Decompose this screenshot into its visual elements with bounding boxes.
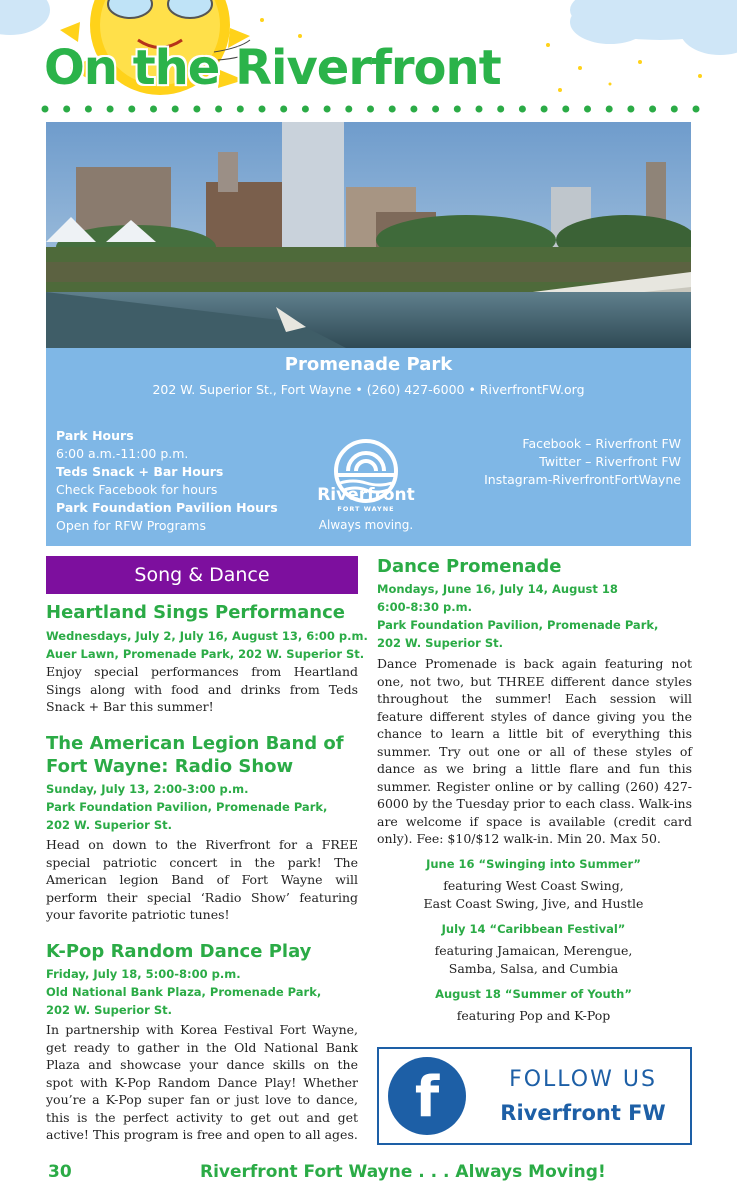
event-meta: Park Foundation Pavilion, Promenade Park, — [377, 618, 659, 632]
promenade-park-photo — [46, 122, 691, 348]
snack-bar-hours-value: Check Facebook for hours — [56, 482, 218, 497]
twitter-handle: Twitter – Riverfront FW — [539, 454, 681, 469]
divider-dot — [584, 106, 591, 113]
park-address: 202 W. Superior St., Fort Wayne • (260) 427-6000 • RiverfrontFW.org — [152, 382, 585, 397]
event-meta: Auer Lawn, Promenade Park, 202 W. Superior St. — [46, 647, 365, 661]
divider-dot — [324, 106, 331, 113]
page-number: 30 — [48, 1162, 72, 1182]
pavilion-hours-label: Park Foundation Pavilion Hours — [56, 500, 278, 515]
event-description: Dance Promenade is back again featuring not one, not two, but THREE different dance styles throughout the summer! Each session will feature different styles of dance giving you the chance to learn a little bit of everything this summer. Try out one or all of these styles of dance as we bring a little flare and fun this summer. Register online or by calling (260) 427-6000 by the Tuesday prior to each class. Walk-ins are welcome if space is available (credit card only). Fee: $10/$12 walk-in. Min 20. Max 50. — [377, 656, 692, 846]
divider-dot — [345, 106, 352, 113]
event-title: The American Legion Band of Fort Wayne: Radio Show — [46, 733, 344, 777]
dotted-divider — [40, 104, 700, 114]
snack-bar-hours-label: Teds Snack + Bar Hours — [56, 464, 224, 479]
event-meta: 202 W. Superior St. — [377, 636, 503, 650]
divider-dot — [85, 106, 92, 113]
event-meta: Wednesdays, July 2, July 16, August 13, 6:00 p.m. — [46, 629, 368, 643]
divider-dot — [497, 106, 504, 113]
riverfront-logo-icon — [308, 414, 424, 534]
divider-dot — [693, 106, 700, 113]
promenade-park-box — [46, 122, 691, 546]
facebook-f-glyph: f — [414, 1065, 440, 1130]
event-meta: Old National Bank Plaza, Promenade Park, — [46, 985, 322, 999]
event-meta: Friday, July 18, 5:00-8:00 p.m. — [46, 967, 241, 981]
session-line: Samba, Salsa, and Cumbia — [448, 961, 619, 976]
divider-dot — [63, 106, 70, 113]
event-meta: 202 W. Superior St. — [46, 818, 172, 832]
park-hours-label: Park Hours — [56, 428, 134, 443]
event-title: K-Pop Random Dance Play — [46, 941, 312, 962]
event-title: Heartland Sings Performance — [46, 602, 345, 623]
divider-dot — [172, 106, 179, 113]
divider-dot — [215, 106, 222, 113]
follow-us-box[interactable] — [377, 1047, 692, 1145]
session-line: East Coast Swing, Jive, and Hustle — [423, 896, 644, 911]
park-hours-value: 6:00 a.m.-11:00 p.m. — [56, 446, 189, 461]
divider-dot — [42, 106, 49, 113]
event-description: In partnership with Korea Festival Fort Wayne, get ready to gather in the Old National Bank Plaza and showcase your dance skills on the spot with K-Pop Random Dance Play! Whether you’re a K-Pop super fan or just love to dance, this is the perfect activity to get out and get active! This program is free and open to all ages. — [46, 1022, 358, 1142]
instagram-handle: Instagram-RiverfrontFortWayne — [484, 472, 681, 487]
riverfront-logo-sub: FORT WAYNE — [337, 505, 395, 513]
divider-dot — [627, 106, 634, 113]
divider-dot — [389, 106, 396, 113]
divider-dot — [259, 106, 266, 113]
divider-dot — [107, 106, 114, 113]
session-line: featuring Jamaican, Merengue, — [434, 943, 633, 958]
session-line: featuring Pop and K-Pop — [456, 1008, 611, 1023]
divider-dot — [519, 106, 526, 113]
page-title: On the Riverfront — [44, 40, 501, 96]
event-meta: Mondays, June 16, July 14, August 18 — [377, 582, 618, 596]
divider-dot — [606, 106, 613, 113]
section-banner: Song & Dance — [46, 556, 358, 594]
riverfront-logo-name: Riverfront — [317, 485, 415, 505]
follow-us-label: FOLLOW US — [509, 1067, 657, 1092]
session-heading: July 14 “Caribbean Festival” — [441, 922, 626, 936]
divider-dot — [410, 106, 417, 113]
divider-dot — [649, 106, 656, 113]
session-heading: June 16 “Swinging into Summer” — [426, 857, 641, 871]
divider-dot — [541, 106, 548, 113]
divider-dot — [367, 106, 374, 113]
event-description: Head on down to the Riverfront for a FREE special patriotic concert in the park! The American legion Band of Fort Wayne will perform their special ‘Radio Show’ featuring your favorite patriotic tunes! — [46, 837, 358, 922]
session-line: featuring West Coast Swing, — [443, 878, 624, 893]
event-meta: Sunday, July 13, 2:00-3:00 p.m. — [46, 782, 249, 796]
event-meta: 202 W. Superior St. — [46, 1003, 172, 1017]
park-name: Promenade Park — [284, 354, 453, 375]
divider-dot — [150, 106, 157, 113]
pavilion-hours-value: Open for RFW Programs — [56, 518, 206, 533]
divider-dot — [128, 106, 135, 113]
session-heading: August 18 “Summer of Youth” — [435, 987, 632, 1001]
event-title: Dance Promenade — [377, 556, 562, 577]
divider-dot — [237, 106, 244, 113]
divider-dot — [476, 106, 483, 113]
riverfront-tagline: Always moving. — [318, 518, 414, 532]
divider-dot — [280, 106, 287, 113]
event-meta: Park Foundation Pavilion, Promenade Park, — [46, 800, 328, 814]
divider-dot — [562, 106, 569, 113]
divider-dot — [432, 106, 439, 113]
event-description: Enjoy special performances from Heartland Sings along with food and drinks from Teds Snack + Bar this summer! — [46, 664, 358, 714]
event-meta: 6:00-8:30 p.m. — [377, 600, 472, 614]
follow-account-name: Riverfront FW — [500, 1101, 666, 1125]
divider-dot — [454, 106, 461, 113]
divider-dot — [302, 106, 309, 113]
facebook-handle: Facebook – Riverfront FW — [522, 436, 681, 451]
footer-tagline: Riverfront Fort Wayne . . . Always Moving! — [200, 1162, 606, 1182]
divider-dot — [671, 106, 678, 113]
divider-dot — [193, 106, 200, 113]
